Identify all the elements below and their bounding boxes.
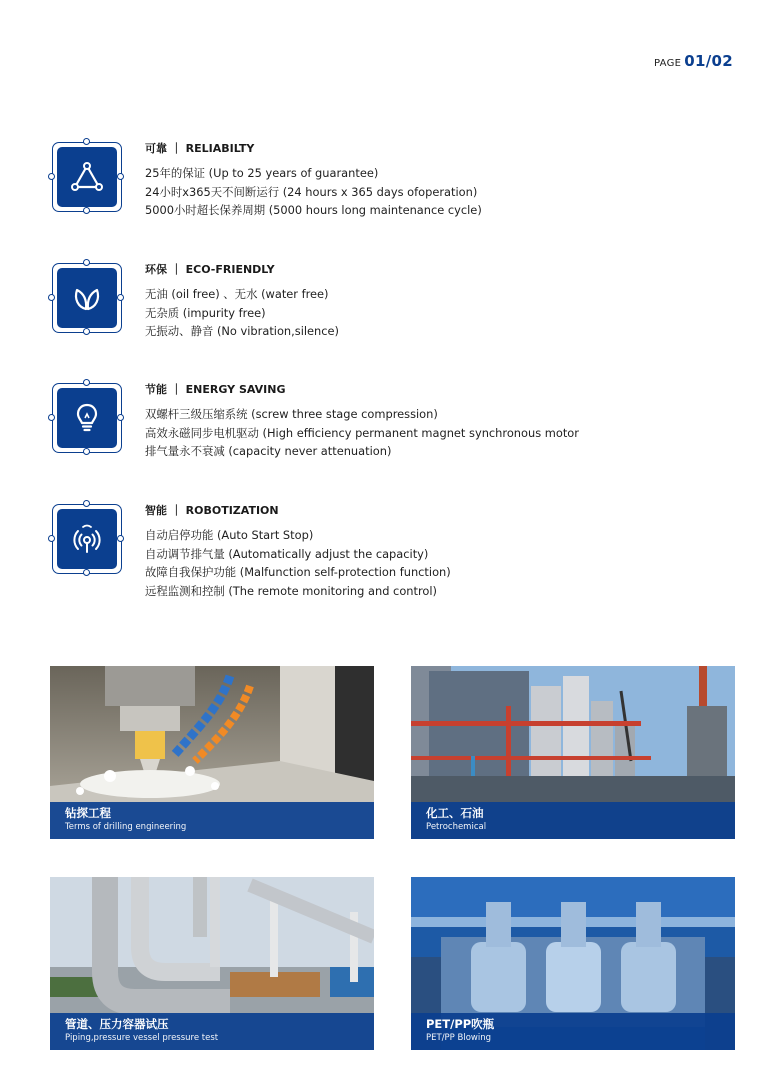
card-title-en: Piping,pressure vessel pressure test <box>65 1033 219 1043</box>
card-caption <box>50 802 374 839</box>
feature-line: 24小时x365天不间断运行 (24 hours x 365 days ofoperation) <box>145 184 478 199</box>
card-caption <box>411 1013 735 1050</box>
feature-icon-frame <box>52 383 122 453</box>
feature-line: 双螺杆三级压缩系统 (screw three stage compression) <box>145 407 438 421</box>
feature-line: 无杂质 (impurity free) <box>145 305 266 320</box>
card-title-en: Terms of drilling engineering <box>65 822 187 832</box>
page-number <box>654 52 733 70</box>
feature-icon-frame <box>52 504 122 574</box>
feature-line: 5000小时超长保养周期 (5000 hours long maintenance cycle) <box>145 203 482 218</box>
card-caption <box>411 802 735 839</box>
feature-line: 无油 (oil free) 、无水 (water free) <box>145 287 329 301</box>
application-card-piping <box>50 877 374 1050</box>
feature-icon-frame <box>52 263 122 333</box>
triangle-network-icon <box>70 160 104 194</box>
feature-line: 自动启停功能 (Auto Start Stop) <box>145 528 314 542</box>
card-title-cn: PET/PP吹瓶 <box>426 1017 495 1031</box>
feature-line: 无振动、静音 (No vibration,silence) <box>145 324 339 339</box>
card-title-cn: 化工、石油 <box>426 806 484 820</box>
feature-title: 节能 ｜ ENERGY SAVING <box>145 383 286 396</box>
feature-line: 故障自我保护功能 (Malfunction self-protection function) <box>145 565 451 580</box>
feature-line: 高效永磁同步电机驱动 (High efficiency permanent magnet synchronous motor <box>145 425 579 440</box>
feature-title: 环保 ｜ ECO-FRIENDLY <box>145 263 275 276</box>
feature-title: 可靠 ｜ RELIABILTY <box>145 142 255 155</box>
card-title-cn: 钻探工程 <box>65 806 111 820</box>
application-card-pet-blowing <box>411 877 735 1050</box>
signal-broadcast-icon <box>70 522 104 556</box>
application-card-drilling <box>50 666 374 839</box>
page-number-value: 01/02 <box>684 52 733 70</box>
feature-line: 远程监测和控制 (The remote monitoring and control) <box>145 583 437 598</box>
card-title-cn: 管道、压力容器试压 <box>65 1017 169 1031</box>
feature-title: 智能 ｜ ROBOTIZATION <box>145 504 279 517</box>
card-title-en: Petrochemical <box>426 822 487 832</box>
lightbulb-icon <box>70 401 104 435</box>
leaf-icon <box>70 281 104 315</box>
feature-line: 25年的保证 (Up to 25 years of guarantee) <box>145 166 379 180</box>
feature-line: 排气量永不衰减 (capacity never attenuation) <box>145 444 392 459</box>
feature-icon-frame <box>52 142 122 212</box>
page-label: PAGE <box>653 58 682 69</box>
feature-line: 自动调节排气量 (Automatically adjust the capacity) <box>145 546 429 561</box>
application-card-petrochemical <box>411 666 735 839</box>
card-title-en: PET/PP Blowing <box>426 1033 491 1043</box>
card-caption <box>50 1013 374 1050</box>
